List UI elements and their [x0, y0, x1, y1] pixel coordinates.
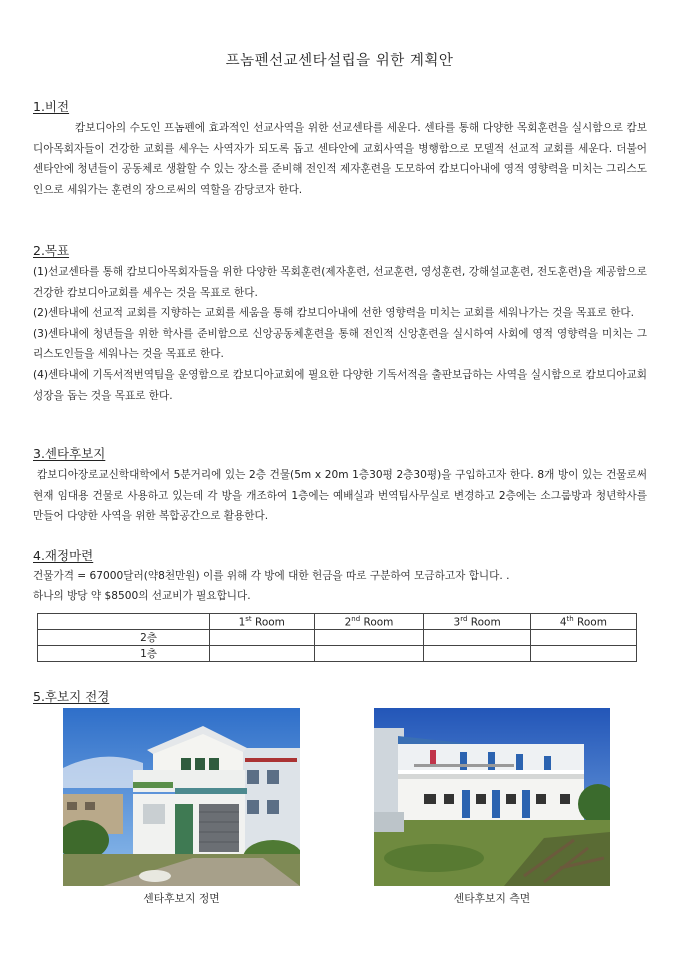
- front-view-photo: [63, 708, 300, 886]
- table-cell: [210, 630, 315, 646]
- funding-paragraph: [33, 566, 647, 606]
- goal-item-3: (3)센타내에 청년들을 위한 학사를 준비함으로 신앙공동체훈련을 통해 전인적 신앙훈련을 실시하여 사회에 영적 영향력을 미치는 그리스도인들을 세워나는 것을 목표로 한다.: [33, 327, 647, 361]
- table-header-room-1: 1st Room: [210, 614, 315, 630]
- table-cell: [424, 646, 530, 662]
- table-header-room-4: 4th Room: [530, 614, 636, 630]
- goals-list: [33, 262, 647, 406]
- table-row-label: 1층: [38, 646, 210, 662]
- side-view-caption: 센타후보지 측면: [453, 892, 531, 905]
- table-row: [38, 630, 637, 646]
- table-cell: [314, 646, 424, 662]
- site-text: 캄보디아장로교신학대학에서 5분거리에 있는 2층 건물(5m x 20m 1층30평 2층30평)을 구입하고자 한다. 8개 방이 있는 건물로써 현재 임대용 건물로 사용하고 있는데 각 방을 개조하여 1층에는 예배실과 번역팀사무실로 변경하고 2층에는 소그룹방과 청년학사를 만들어 다양한 사역을 위한 복합공간으로 활용한다.: [33, 469, 647, 523]
- front-view-caption: 센타후보지 정면: [143, 892, 220, 905]
- vision-text: 캄보디아의 수도인 프놈펜에 효과적인 선교사역을 위한 선교센타를 세운다. 센타를 통해 다양한 목회훈련을 실시함으로 캄보디아목회자들이 건강한 교회를 세우는 사역자가 되도록 돕고 센타안에 교회사역을 병행함으로 모델적 선교적 교회를 세운다. 더불어 센타안에 청년들이 공동체로 생활할 수 있는 장소를 준비해 전인적 제자훈련을 도모하여 캄보디아내에 영적 영향력을 미치는 그리스도인으로 세워가는 훈련의 장으로써의 역할을 감당코자 한다.: [33, 122, 647, 196]
- side-view-photo: [374, 708, 610, 886]
- funding-line-2: 하나의 방당 약 $8500의 선교비가 필요합니다.: [33, 590, 251, 602]
- table-cell: [424, 630, 530, 646]
- site-paragraph: [33, 465, 647, 527]
- table-header-room-2: 2nd Room: [314, 614, 424, 630]
- table-cell: [530, 646, 636, 662]
- table-header-row: [38, 614, 637, 630]
- table-header-room-3: 3rd Room: [424, 614, 530, 630]
- vision-paragraph: [33, 118, 647, 200]
- room-funding-table: [37, 613, 637, 662]
- table-corner-cell: [38, 614, 210, 630]
- table-cell: [530, 630, 636, 646]
- photos-heading: 5.후보지 전경: [33, 689, 110, 704]
- table-row: [38, 646, 637, 662]
- goal-item-2: (2)센타내에 선교적 교회를 지향하는 교회를 세움을 통해 캄보디아내에 선한 영향력을 미치는 교회를 세워나가는 것을 목표로 한다.: [33, 307, 635, 320]
- table-row-label: 2층: [38, 630, 210, 646]
- site-heading: 3.센타후보지: [33, 446, 106, 461]
- vision-heading: 1.비전: [33, 99, 70, 114]
- goal-item-1: (1)선교센타를 통해 캄보디아목회자들을 위한 다양한 목회훈련(제자훈련, 선교훈련, 영성훈련, 강해설교훈련, 전도훈련)을 제공함으로 건강한 캄보디아교회를 세우는 것을 목표로 한다.: [33, 266, 647, 299]
- funding-line-1: 건물가격 = 67000달러(약8천만원) 이를 위해 각 방에 대한 헌금을 따로 구분하여 모금하고자 합니다. .: [33, 570, 510, 582]
- goals-heading: 2.목표: [33, 243, 70, 258]
- table-cell: [314, 630, 424, 646]
- funding-heading: 4.재정마련: [33, 548, 94, 563]
- table-cell: [210, 646, 315, 662]
- goal-item-4: (4)센타내에 기독서적번역팀을 운영함으로 캄보디아교회에 필요한 다양한 기독서적을 출판보급하는 사역을 실시함으로 캄보디아교회성장을 돕는 것을 목표로 한다.: [33, 368, 647, 402]
- document-title: 프놈펜선교센타설립을 위한 계획안: [225, 53, 454, 69]
